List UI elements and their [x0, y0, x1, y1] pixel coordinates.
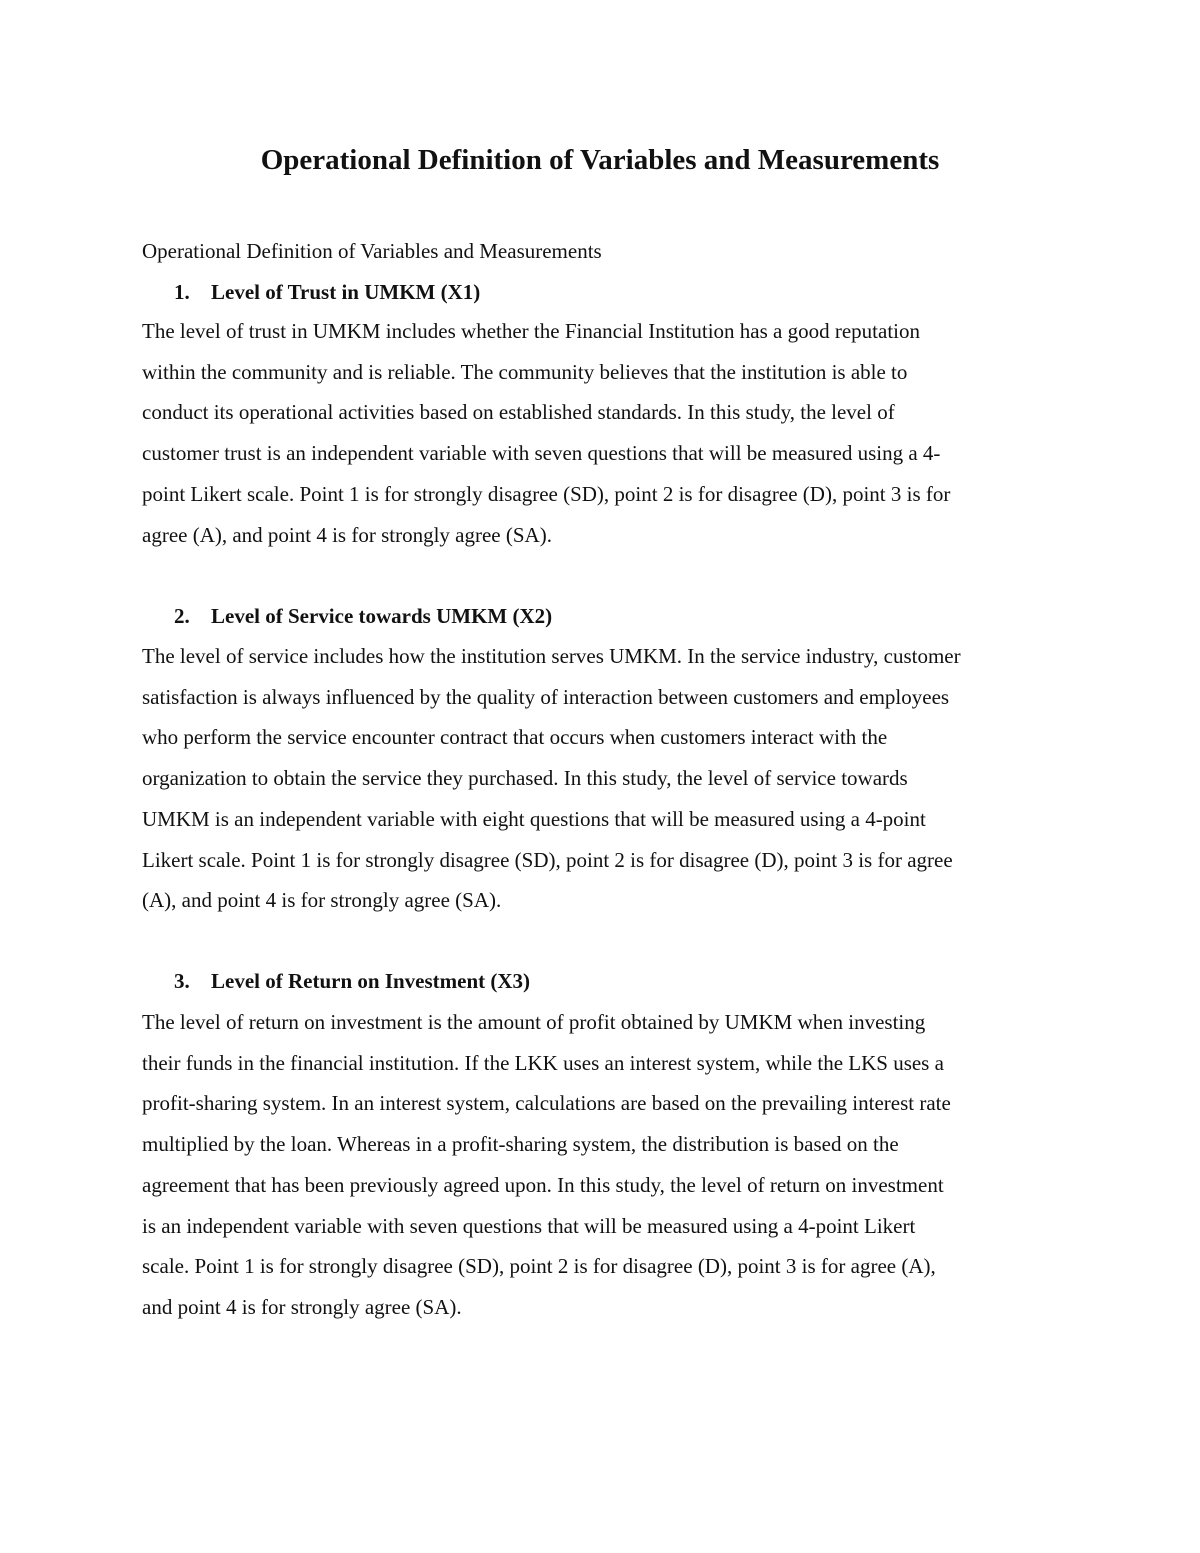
body-line: organization to obtain the service they purchased. In this study, the level of service towards — [142, 766, 908, 791]
body-line: point Likert scale. Point 1 is for strongly disagree (SD), point 2 is for disagree (D), point 3 is for — [142, 481, 951, 506]
section-number: 2. — [174, 604, 190, 628]
body-line: scale. Point 1 is for strongly disagree (SD), point 2 is for disagree (D), point 3 is for agree (A), — [142, 1254, 936, 1279]
body-line: and point 4 is for strongly agree (SA). — [142, 1294, 462, 1319]
section-title: Level of Return on Investment (X3) — [211, 969, 531, 993]
section-title: Level of Trust in UMKM (X1) — [211, 280, 481, 304]
section-body-3 — [142, 1002, 1062, 1328]
body-line: who perform the service encounter contract that occurs when customers interact with the — [142, 725, 888, 750]
section-title: Level of Service towards UMKM (X2) — [211, 604, 553, 628]
body-line: UMKM is an independent variable with eight questions that will be measured using a 4-point — [142, 806, 926, 831]
body-line: customer trust is an independent variable with seven questions that will be measured using a 4- — [142, 441, 941, 466]
body-line: agreement that has been previously agreed upon. In this study, the level of return on investment — [142, 1172, 944, 1197]
body-line: The level of return on investment is the amount of profit obtained by UMKM when investing — [142, 1010, 926, 1034]
section-heading-1 — [174, 277, 480, 307]
body-line: The level of trust in UMKM includes whether the Financial Institution has a good reputation — [142, 319, 921, 343]
body-line: (A), and point 4 is for strongly agree (SA). — [142, 888, 502, 913]
body-line: profit-sharing system. In an interest system, calculations are based on the prevailing interest rate — [142, 1091, 951, 1116]
intro-line: Operational Definition of Variables and Measurements — [142, 239, 602, 263]
body-line: within the community and is reliable. The community believes that the institution is able to — [142, 359, 908, 384]
body-line: The level of service includes how the institution serves UMKM. In the service industry, customer — [142, 644, 961, 668]
section-heading-2 — [174, 601, 552, 631]
section-heading-3 — [174, 966, 530, 996]
section-body-2 — [142, 636, 1062, 921]
section-number: 1. — [174, 280, 190, 304]
body-line: their funds in the financial institution. If the LKK uses an interest system, while the LKS uses a — [142, 1050, 944, 1075]
body-line: multiplied by the loan. Whereas in a profit-sharing system, the distribution is based on the — [142, 1132, 899, 1157]
document-title: Operational Definition of Variables and Measurements — [260, 144, 940, 176]
body-line: satisfaction is always influenced by the quality of interaction between customers and employees — [142, 684, 950, 709]
body-line: Likert scale. Point 1 is for strongly disagree (SD), point 2 is for disagree (D), point 3 is for agree — [142, 847, 953, 872]
body-line: agree (A), and point 4 is for strongly agree (SA). — [142, 522, 552, 547]
body-line: is an independent variable with seven questions that will be measured using a 4-point Likert — [142, 1213, 916, 1238]
section-body-1 — [142, 311, 1062, 555]
section-number: 3. — [174, 969, 190, 993]
body-line: conduct its operational activities based on established standards. In this study, the level of — [142, 400, 895, 425]
